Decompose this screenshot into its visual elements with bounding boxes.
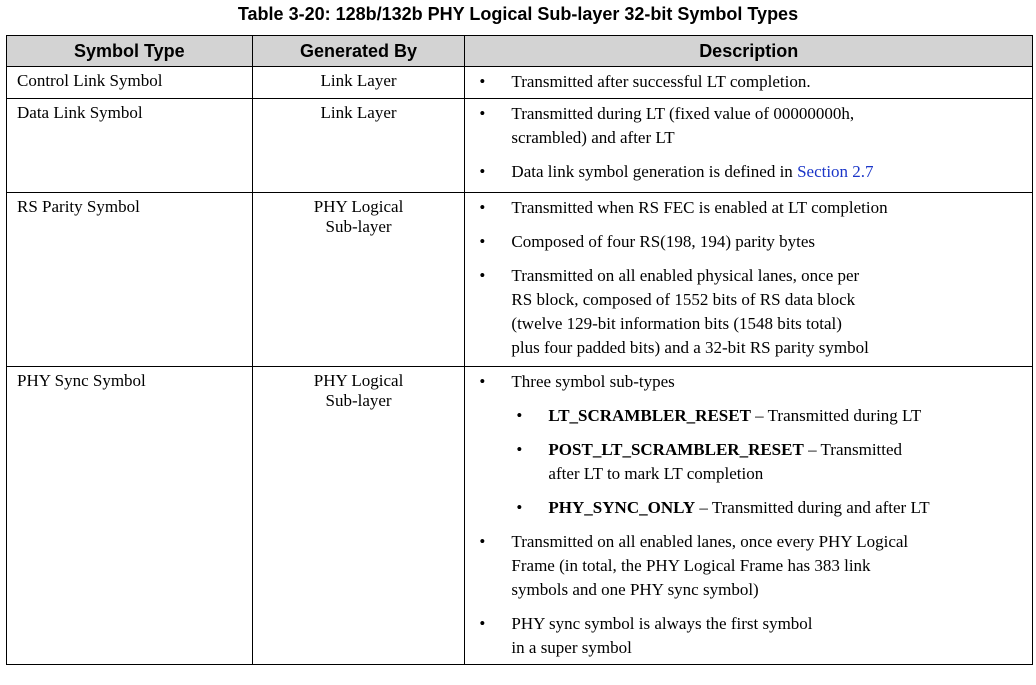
bullet-icon: • [479, 232, 486, 251]
cell-description [465, 367, 1033, 665]
cell-generated-by: PHY Logical Sub-layer [252, 367, 465, 665]
bullet-icon: • [479, 614, 486, 633]
bullet-item: • PHY sync symbol is always the first symbol in a super symbol [479, 614, 813, 657]
bullet-item: • Transmitted on all enabled lanes, once every PHY Logical Frame (in total, the PHY Logical Frame has 383 link symbols and one PHY sync symbol) [479, 532, 909, 599]
cell-symbol-type: PHY Sync Symbol [7, 367, 253, 665]
cell-generated-by: PHY Logical Sub-layer [252, 193, 465, 367]
table-row-rs-parity [7, 193, 1033, 367]
sub-bullet-item: • LT_SCRAMBLER_RESET – Transmitted during LT [471, 404, 1026, 428]
sub-bullet-item: • POST_LT_SCRAMBLER_RESET – Transmitted after LT to mark LT completion [516, 440, 903, 483]
bullet-item: • Transmitted when RS FEC is enabled at LT completion [471, 196, 1026, 220]
cell-symbol-type: RS Parity Symbol [7, 193, 253, 367]
bullet-item: • Three symbol sub-types [471, 370, 1026, 394]
cell-description [465, 193, 1033, 367]
header-description: Description [465, 36, 1033, 67]
table-row-control-link [7, 67, 1033, 99]
bullet-icon: • [479, 198, 486, 217]
bullet-item: • Composed of four RS(198, 194) parity bytes [471, 230, 1026, 254]
cell-description [465, 67, 1033, 99]
bullet-icon: • [479, 162, 486, 181]
bullet-icon: • [516, 498, 523, 517]
sub-bullet-item: • PHY_SYNC_ONLY – Transmitted during and after LT [471, 496, 1026, 520]
cell-description [465, 99, 1033, 193]
cell-generated-by: Link Layer [252, 99, 465, 193]
section-link[interactable]: Section 2.7 [797, 162, 874, 181]
table-row-phy-sync [7, 367, 1033, 665]
cell-generated-by: Link Layer [252, 67, 465, 99]
bullet-icon: • [479, 266, 486, 285]
bullet-icon: • [516, 406, 523, 425]
header-symbol-type: Symbol Type [7, 36, 253, 67]
symbol-types-table [6, 35, 1033, 665]
bullet-icon: • [516, 440, 523, 459]
cell-symbol-type: Control Link Symbol [7, 67, 253, 99]
cell-symbol-type: Data Link Symbol [7, 99, 253, 193]
bullet-item: • Transmitted after successful LT completion. [471, 70, 1026, 94]
table-caption: Table 3-20: 128b/132b PHY Logical Sub-layer 32-bit Symbol Types [237, 4, 799, 24]
table-header-row [7, 36, 1033, 67]
header-generated-by: Generated By [252, 36, 465, 67]
bullet-item: • Transmitted on all enabled physical lanes, once per RS block, composed of 1552 bits of RS data block (twelve 129-bit information bits (1548 bits total) plus four padded bits) and a 32-bit RS parity symbol [479, 266, 869, 357]
bullet-item: • Transmitted during LT (fixed value of 00000000h, scrambled) and after LT [479, 104, 855, 147]
bullet-icon: • [479, 532, 486, 551]
bullet-icon: • [479, 104, 486, 123]
bullet-item: • Data link symbol generation is defined in Section 2.7 [471, 160, 1026, 184]
table-row-data-link [7, 99, 1033, 193]
bullet-icon: • [479, 372, 486, 391]
bullet-icon: • [479, 72, 486, 91]
